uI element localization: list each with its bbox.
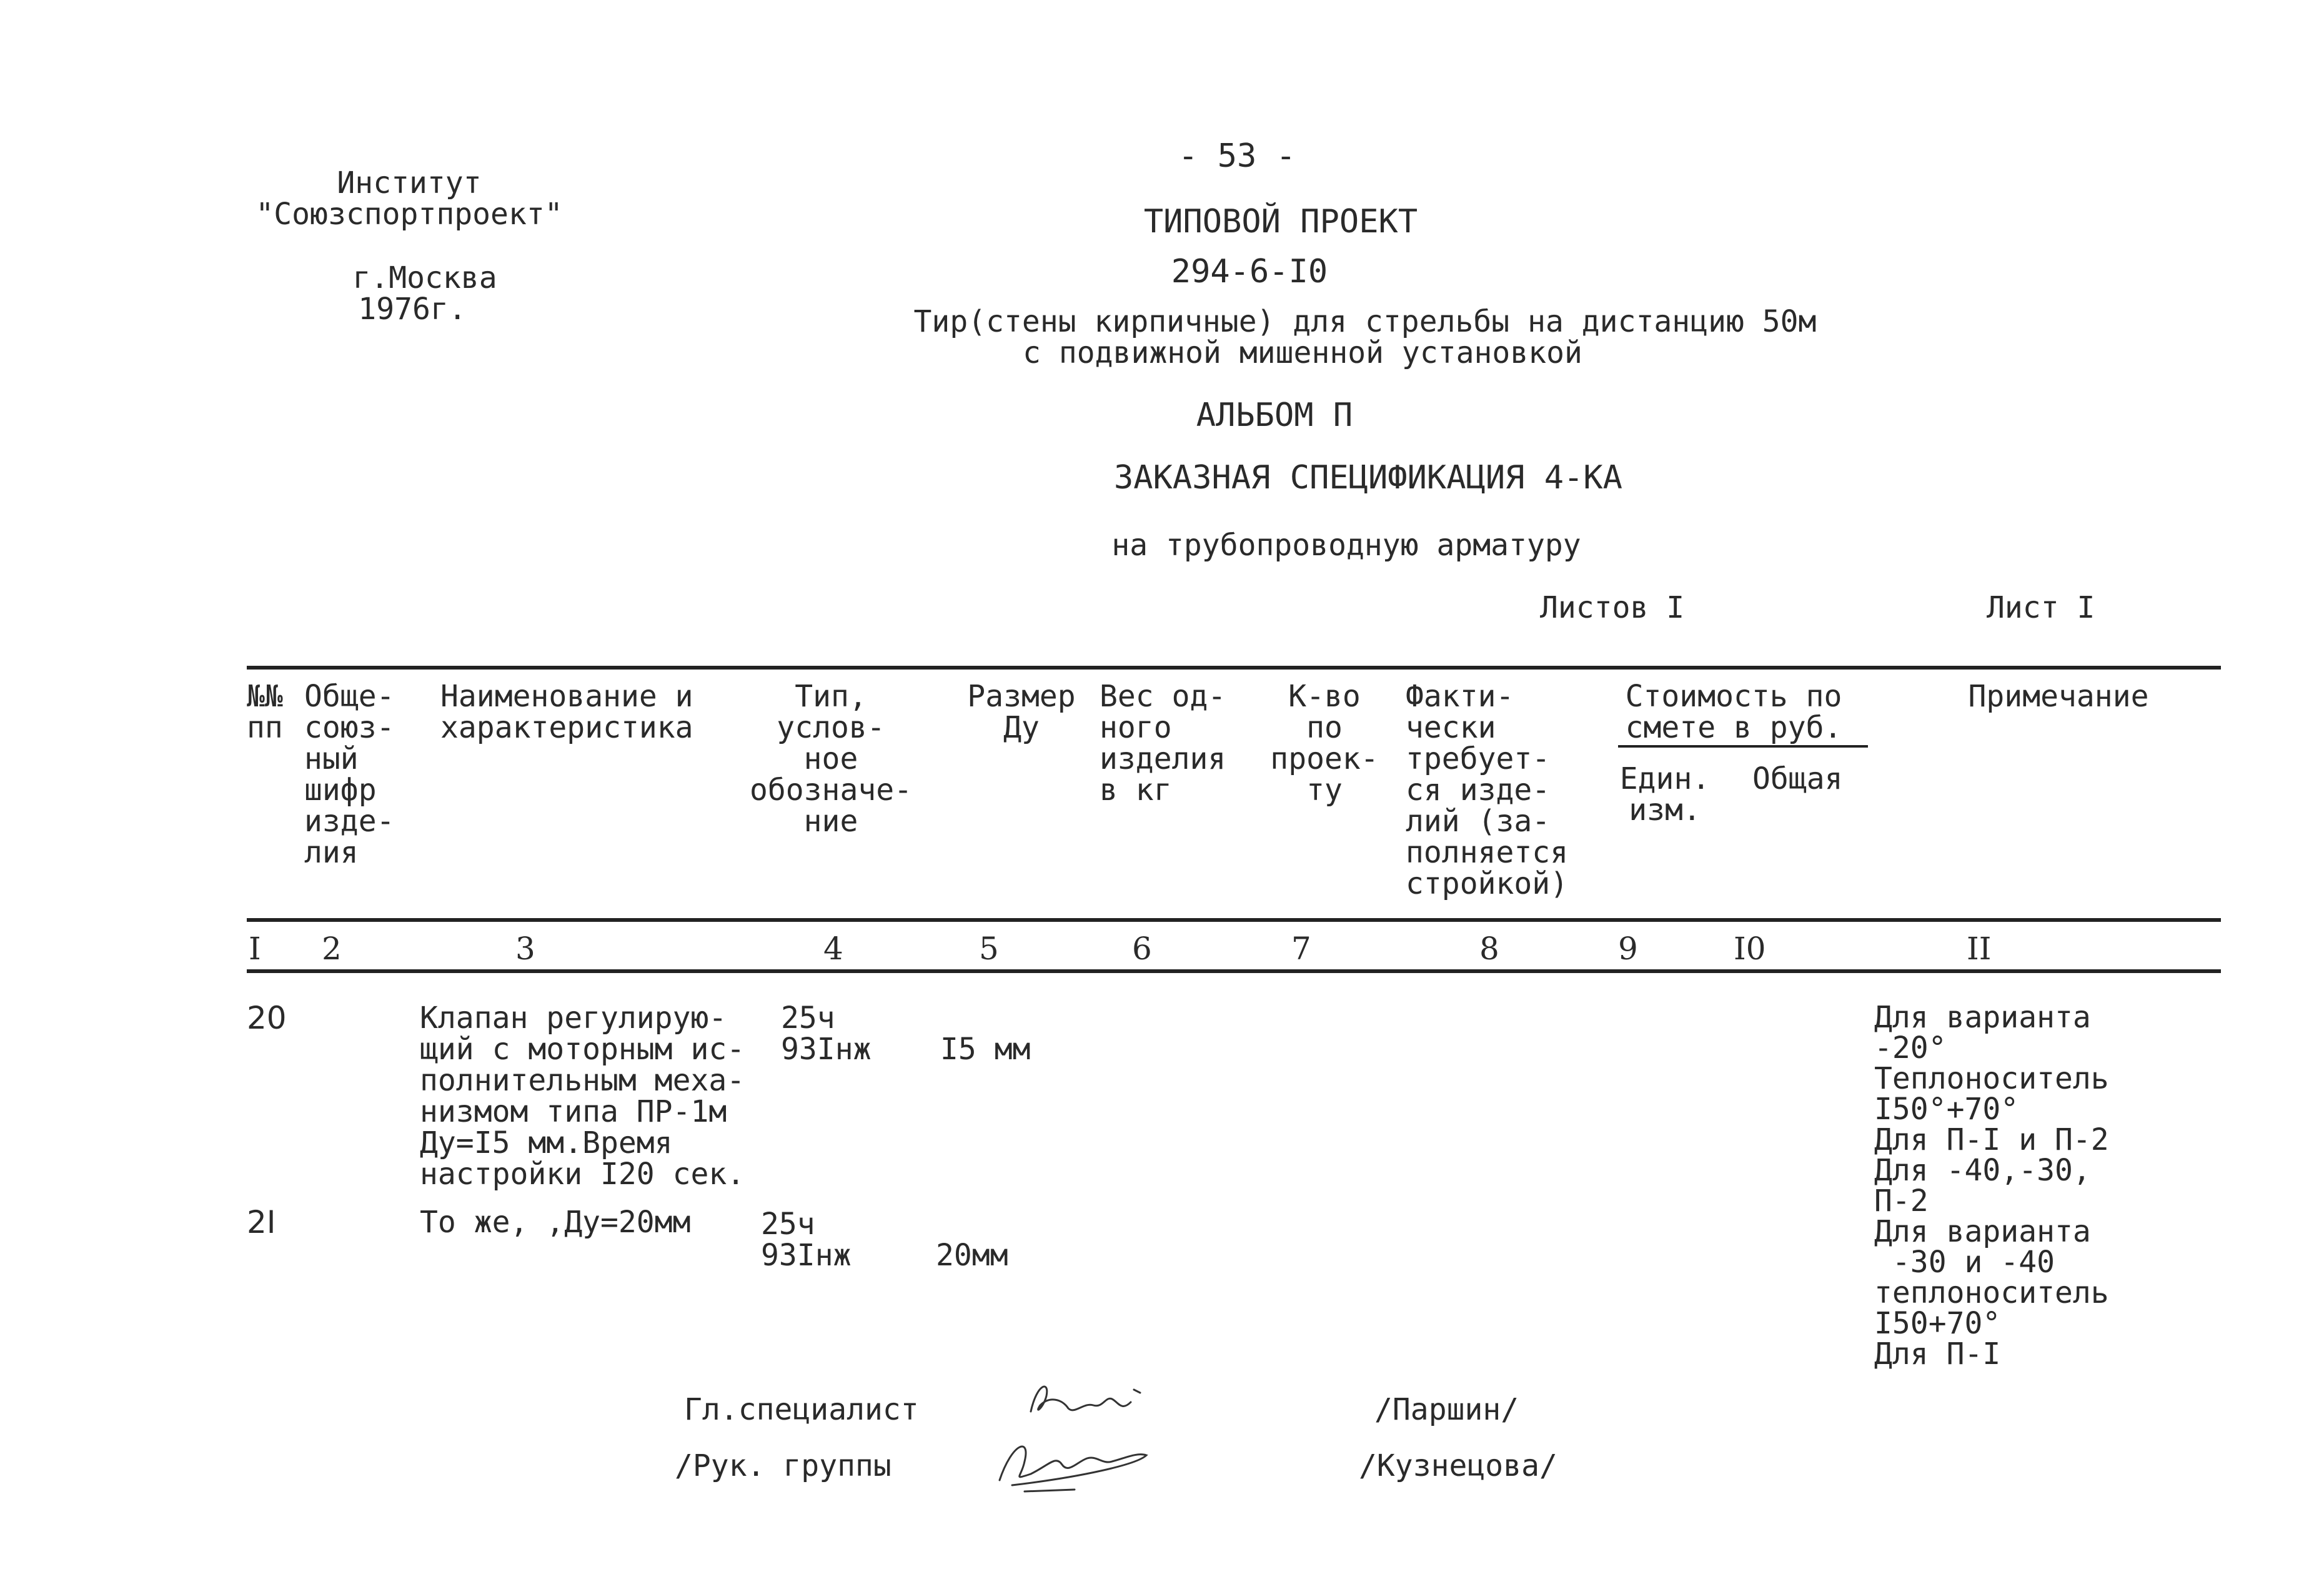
group-head-title: /Рук. группы (675, 1448, 891, 1483)
header-col-quantity: К-во по проек- ту (1270, 679, 1379, 808)
colnum-3: 3 (515, 931, 535, 967)
cost-group-underline (1618, 745, 1868, 748)
chief-signature (1025, 1377, 1156, 1427)
row-21-type: 25ч 93Iнж (761, 1207, 852, 1273)
project-type: ТИПОВОЙ ПРОЕКТ (1143, 203, 1418, 240)
album-label: АЛЬБОМ П (1196, 397, 1353, 434)
header-col-unit-cost: Един. изм. (1619, 761, 1711, 828)
header-col-type: Тип, услов- ное обозначе- ние (749, 679, 913, 839)
row-21-size: 20мм (936, 1238, 1008, 1273)
colnum-2: 2 (322, 931, 342, 967)
colnum-1: I (249, 931, 261, 967)
colnum-8: 8 (1479, 931, 1499, 967)
document-title-line1: Тир(стены кирпичные) для стрельбы на дистанцию 50м (913, 304, 1817, 339)
header-col-actual: Факти- чески требует- ся изде- лий (за- полняется стройкой) (1406, 679, 1569, 901)
chief-specialist-title: Гл.специалист (684, 1392, 919, 1427)
row-20-number: 20 (247, 1000, 287, 1036)
city: г.Москва (352, 260, 497, 295)
header-col-number: №№ пп (247, 679, 283, 745)
header-col-name: Наименование и характеристика (440, 679, 693, 745)
header-col-note: Примечание (1968, 679, 2149, 714)
sheet-number: Лист I (1987, 590, 2095, 625)
table-colnum-rule (247, 969, 2221, 973)
row-20-name: Клапан регулирую- щий с моторным ис- полнительным меха- низмом типа ПР-1м Ду=I5 мм.Время настройки I20 сек. (420, 1001, 745, 1192)
institute-label: Институт (337, 166, 482, 200)
sheets-total: Листов I (1540, 590, 1685, 625)
group-head-signature (987, 1430, 1162, 1499)
colnum-7: 7 (1291, 931, 1311, 967)
group-head-name: /Кузнецова/ (1359, 1448, 1557, 1483)
document-title-line2: с подвижной мишенной установкой (1023, 335, 1582, 370)
header-cost-group: Стоимость по смете в руб. (1625, 679, 1842, 745)
specification-title: ЗАКАЗНАЯ СПЕЦИФИКАЦИЯ 4-КА (1114, 459, 1622, 497)
note-text: Для варианта -20° Теплоноситель I50°+70° Для П-I и П-2 Для -40,-30, П-2 Для варианта -30 и -40 теплоноситель I50+70° Для П-I (1874, 1000, 2109, 1372)
row-21-number: 2I (247, 1204, 276, 1240)
institute-name: "Союзспортпроект" (256, 197, 563, 232)
header-col-size: Размер Ду (967, 679, 1076, 745)
table-top-rule (247, 666, 2221, 670)
year: 1976г. (358, 292, 467, 327)
row-20-size: I5 мм (940, 1032, 1031, 1067)
chief-specialist-name: /Паршин/ (1374, 1392, 1519, 1427)
colnum-11: II (1967, 931, 1992, 967)
colnum-6: 6 (1132, 931, 1152, 967)
header-col-weight: Вес од- ного изделия в кг (1100, 679, 1226, 808)
colnum-5: 5 (979, 931, 999, 967)
table-header-rule (247, 918, 2221, 922)
colnum-10: I0 (1734, 931, 1766, 967)
colnum-9: 9 (1618, 931, 1638, 967)
row-21-name: То же, ,Ду=20мм (420, 1205, 691, 1240)
header-col-total-cost: Общая (1752, 761, 1843, 796)
header-col-code: Обще- союз- ный шифр изде- лия (304, 679, 395, 870)
row-20-type: 25ч 93Iнж (781, 1001, 872, 1067)
colnum-4: 4 (823, 931, 843, 967)
specification-subtitle: на трубопроводную арматуру (1111, 528, 1581, 563)
page-number: - 53 - (1178, 137, 1296, 175)
project-code: 294-6-I0 (1171, 253, 1328, 290)
